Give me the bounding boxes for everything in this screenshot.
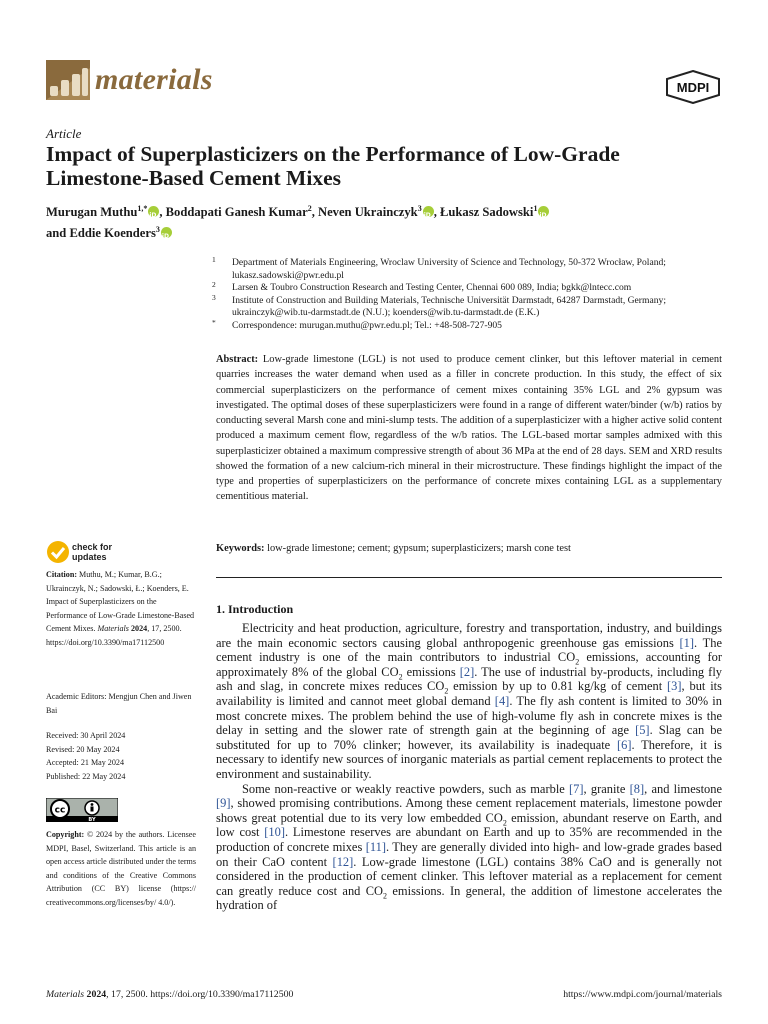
author-name[interactable]: Murugan Muthu (46, 205, 138, 220)
correspondence-text: Correspondence: murugan.muthu@pwr.edu.pl; Tel.: +48-508-727-905 (232, 319, 502, 331)
author-name[interactable]: Eddie Koenders (69, 226, 156, 241)
journal-name[interactable]: materials (95, 63, 213, 96)
copyright-text: © 2024 by the authors. Licensee MDPI, Basel, Switzerland. This article is an open access article distributed under the terms and conditions of the Creative Commons Attribution (CC BY) license (https:// creativecommons.org/licenses/by/ 4.0/). (46, 830, 196, 907)
keywords-text: low-grade limestone; cement; gypsum; superplasticizers; marsh cone test (264, 543, 571, 554)
reference-link[interactable]: [2] (459, 664, 475, 679)
date-accepted: Accepted: 21 May 2024 (46, 758, 124, 768)
reference-link[interactable]: [1] (679, 635, 695, 650)
citation-text: Muthu, M.; Kumar, B.G.; Ukrainczyk, N.; Sadowski, Ł.; Koenders, E. Impact of Superplasticizers on the Performance of Low-Grade Limestone-Based Cement Mixes. (46, 570, 195, 634)
paragraph: Some non-reactive or weakly reactive powders, such as marble [7], granite [8], and limestone [9], showed promising contributions. Among these cement replacement materials, limestone powder shows great potential due to its very low embedded $CO_2$ emission, abundant reserve on Earth, and low cost [10]. Limestone reserves are abundant on Earth and up to 35% are recommended in the production of concrete mixes [11]. They are generally divided into high- and low-grade grades based on their CaO content [12]. Low-grade limestone (LGL) contains 38% CaO and is generally not considered in the production of cement clinker. This leftover material as a replacement for cement can greatly reduce cost and $CO_2$ emissions. In general, the addition of limestone accelerates the hydration of (216, 781, 722, 913)
section-heading: 1. Introduction (216, 602, 294, 616)
svg-text:cc: cc (54, 805, 66, 816)
reference-link[interactable]: [9] (216, 796, 231, 811)
introduction-body (216, 621, 722, 913)
author-separator: , (159, 205, 166, 220)
affiliation-number: 2 (212, 280, 216, 290)
author-affiliation-sup: 2 (307, 204, 312, 213)
reference-link[interactable]: [11] (365, 839, 386, 854)
abstract-text: Low-grade limestone (LGL) is not used to produce cement clinker, but this leftover material in cement quarries increases the water demand when used as a filler in concrete production. In this study, the effect of six commercial superplasticizers on the performance of cement mixes containing 35% LGL and 2% gypsum was investigated. The optimal doses of these superplasticizers were found in a range of different water/binder (w/b) ratios by conducting several Marsh cone and mini-slump tests. The addition of a superplasticizer with a higher active solid content produced a maximum cement flow, regardless of the w/b ratios. The LGL-based mortar samples admixed with this superplasticizer obtained a maximum compressive strength of about 36 MPa at the end of 28 days. SEM and XRD results showed the formation of a new calcium-rich mineral in their microstructure. These findings highlight the impact of the type and properties of superplasticizers on the performance of concrete mixes containing LGL as a supplementary cementitious material. (216, 354, 722, 503)
reference-link[interactable]: [6] (616, 737, 632, 752)
author-affiliation-sup: 3 (417, 204, 422, 213)
author-name[interactable]: Neven Ukrainczyk (317, 205, 418, 220)
footer-citation (46, 989, 293, 1000)
footer-journal: Materials (46, 989, 85, 1000)
orcid-icon[interactable] (148, 206, 159, 217)
author-affiliation-sup: 1 (533, 204, 538, 213)
abstract (216, 352, 722, 505)
keywords (216, 541, 722, 556)
citation-journal: Materials (97, 624, 129, 634)
article-type: Article (46, 126, 82, 141)
author-affiliation-sup: 1,* (137, 204, 148, 213)
publisher-name: MDPI (676, 80, 710, 95)
cc-by-license-icon[interactable] (46, 798, 118, 822)
copyright-notice (46, 828, 196, 910)
author-and: and (46, 226, 70, 241)
reference-link[interactable]: [3] (667, 679, 682, 694)
article-title: Impact of Superplasticizers on the Performance of Low-Grade Limestone-Based Cement Mixes (46, 142, 620, 190)
affiliation-text: Department of Materials Engineering, Wroclaw University of Science and Technology, 50-372 Wrocław, Poland; lukasz.sadowski@pwr.edu.pl (232, 257, 666, 281)
author-list (46, 200, 726, 242)
orcid-icon[interactable] (423, 206, 434, 217)
author-name[interactable]: Boddapati Ganesh Kumar (165, 205, 308, 220)
check-updates-icon (46, 540, 70, 564)
author-separator: , (433, 205, 440, 220)
svg-text:BY: BY (88, 817, 96, 822)
affiliation-item (212, 282, 732, 295)
citation-label: Citation: (46, 570, 78, 579)
reference-link[interactable]: [10] (264, 825, 286, 840)
reference-link[interactable]: [8] (629, 781, 645, 796)
footer-doi: , 17, 2500. https://doi.org/10.3390/ma17112500 (106, 989, 294, 1000)
divider (216, 577, 722, 578)
affiliation-text: Institute of Construction and Building Materials, Technische Universität Darmstadt, 64287 Darmstadt, Germany; ukrainczyk@wib.tu-darmstadt.de (N.U.); koenders@wib.tu-darmstadt.de (E.K.) (232, 294, 666, 319)
footer-journal-url[interactable]: https://www.mdpi.com/journal/materials (563, 989, 722, 1000)
paragraph: Electricity and heat production, agriculture, forestry and transportation, industry, and buildings are the main economic sectors causing global anthropogenic greenhouse gas emissions [1]. The cement industry is one of the main contributors to industrial $CO_2$ emissions, accounting for approximately 8% of the global $CO_2$ emissions [2]. The use of industrial by-products, including fly ash and slag, in concrete mixes reduces $CO_2$ emission by up to 0.81 kg/kg of cement [3], but its availability is limited and cannot meet global demand [4]. The fly ash content is limited to 30% in most concrete mixes. The problem behind the use of high-volume fly ash in concrete mixes is the delay in setting and the slower rate of strength gain at the beginning of age [5]. Slag can be substituted for up to 70% clinker; however, its availability is inadequate [6]. Therefore, it is necessary to identify new sources of inorganic materials as partial cement replacements to protect the environment and sustainability. (216, 621, 722, 781)
affiliation-number: 3 (212, 292, 216, 302)
author-separator: , (311, 205, 318, 220)
orcid-icon[interactable] (161, 227, 172, 238)
publication-dates (46, 729, 198, 783)
author-name[interactable]: Łukasz Sadowski (439, 205, 534, 220)
reference-link[interactable]: [12] (332, 854, 354, 869)
affiliation-number: 1 (212, 255, 216, 264)
reference-link[interactable]: [5] (635, 723, 650, 738)
date-received: Received: 30 April 2024 (46, 731, 126, 740)
abstract-label: Abstract: (216, 354, 259, 365)
date-published: Published: 22 May 2024 (46, 771, 126, 781)
reference-link[interactable]: [7] (569, 781, 584, 796)
footer-year: 2024 (84, 989, 107, 1000)
journal-logo-icon (46, 60, 90, 100)
affiliations (212, 257, 732, 333)
author-affiliation-sup: 3 (155, 225, 160, 235)
affiliation-item (212, 292, 732, 320)
publisher-logo-icon[interactable] (664, 70, 722, 104)
copyright-label: Copyright: (46, 830, 85, 839)
affiliation-item (212, 257, 732, 282)
date-revised: Revised: 20 May 2024 (46, 744, 120, 754)
citation-year: 2024 (128, 624, 148, 634)
reference-link[interactable]: [4] (494, 693, 510, 708)
check-updates-label: check for updates (72, 542, 113, 562)
affiliation-number: * (212, 317, 216, 327)
academic-editors: Academic Editors: Mengjun Chen and Jiwen Bai (46, 692, 192, 715)
citation-doi: , 17, 2500. https://doi.org/10.3390/ma17112500 (46, 624, 182, 647)
correspondence (212, 317, 732, 333)
orcid-icon[interactable] (538, 206, 549, 217)
affiliation-text: Larsen & Toubro Construction Research and Testing Center, Chennai 600 089, India; bgkk@lntecc.com (232, 282, 632, 294)
keywords-label: Keywords: (216, 543, 265, 554)
check-for-updates-button[interactable] (46, 540, 126, 566)
citation-block (46, 568, 198, 650)
